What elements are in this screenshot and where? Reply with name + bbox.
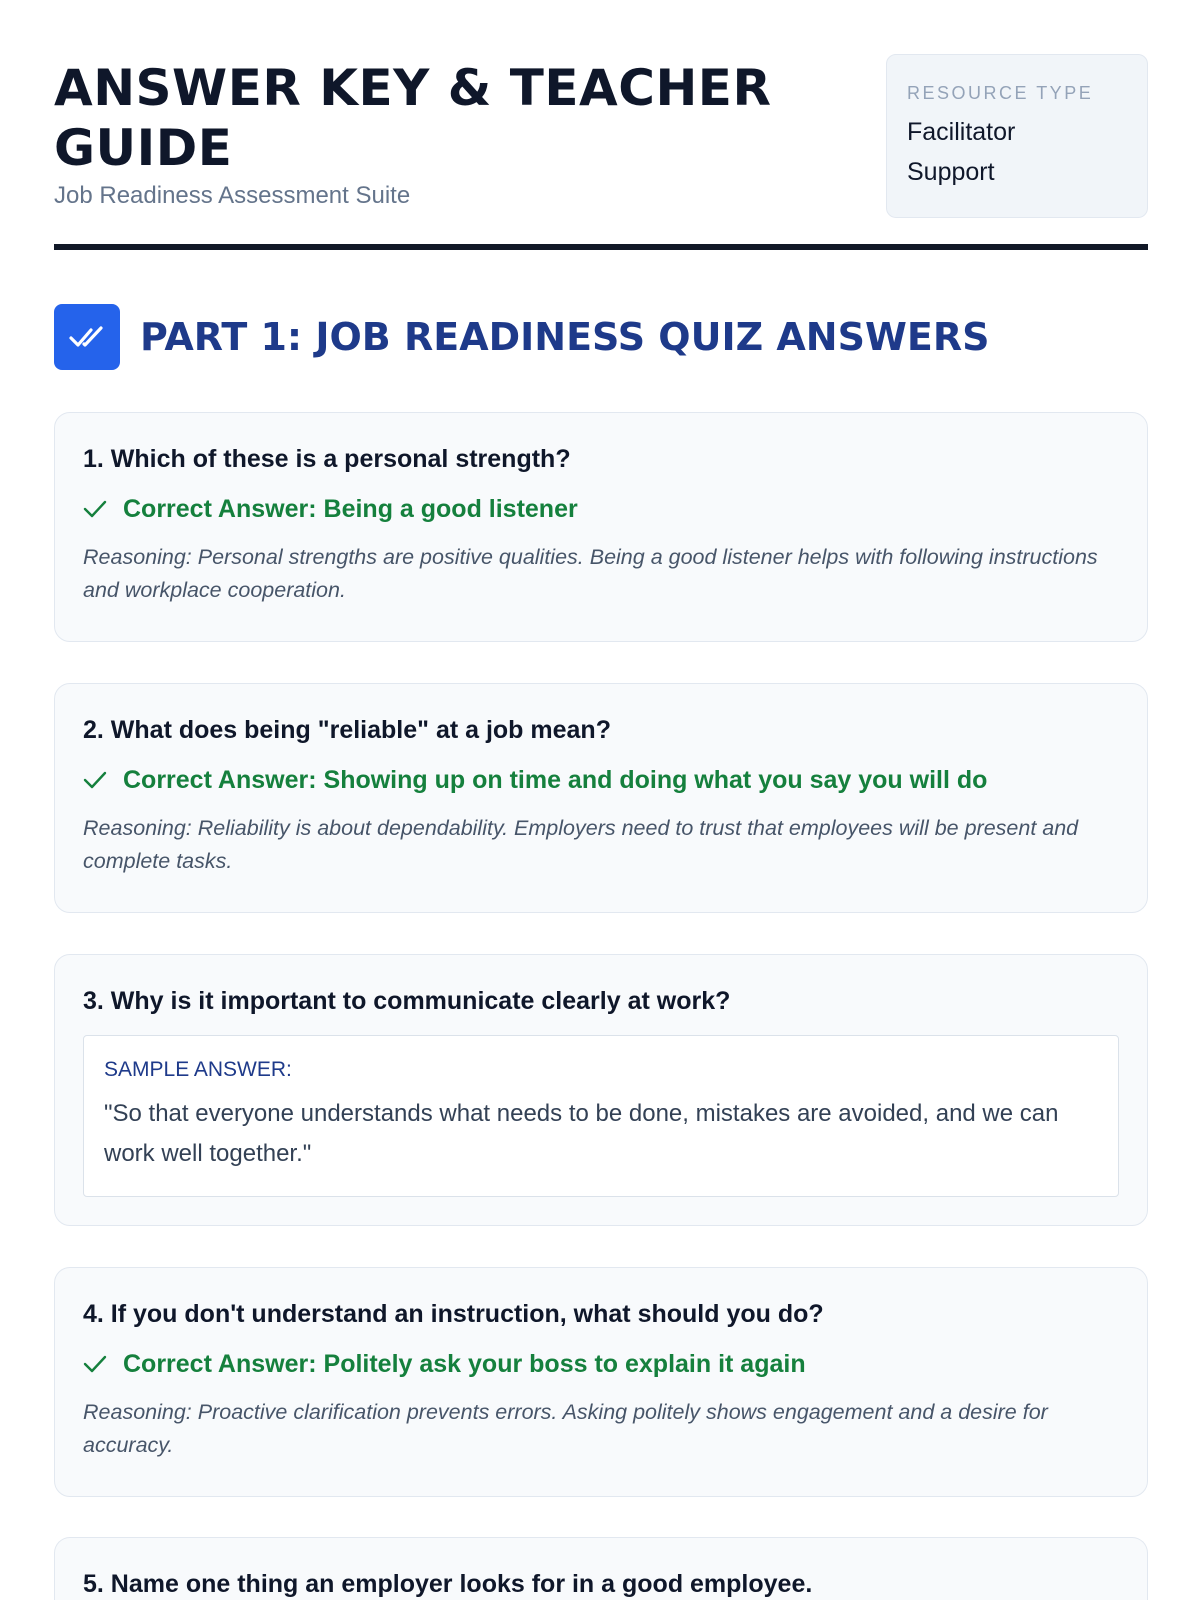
question-card (54, 1537, 1148, 1600)
correct-answer: Correct Answer: Being a good listener (123, 495, 578, 523)
question-text: 2. What does being "reliable" at a job mean? (83, 716, 611, 744)
page-title: ANSWER KEY & TEACHER GUIDE (54, 59, 772, 177)
check-icon (83, 770, 107, 790)
page-header (54, 54, 1148, 250)
question-card (54, 954, 1148, 1226)
sample-answer-label: SAMPLE ANSWER: (104, 1058, 292, 1081)
sample-answer-text: "So that everyone understands what needs to be done, mistakes are avoided, and we can work well together." (104, 1100, 1059, 1167)
resource-type-label: RESOURCE TYPE (907, 83, 1094, 103)
double-check-icon (54, 304, 120, 370)
sample-answer-box (83, 1035, 1119, 1197)
check-icon (83, 499, 107, 519)
section-title: PART 1: JOB READINESS QUIZ ANSWERS (140, 315, 990, 359)
question-card (54, 683, 1148, 913)
question-text: 1. Which of these is a personal strength? (83, 445, 571, 473)
answer-reasoning: Reasoning: Proactive clarification prevents errors. Asking politely shows engagement and a desire for accuracy. (83, 1400, 1048, 1457)
question-card (54, 412, 1148, 642)
question-card (54, 1267, 1148, 1497)
correct-answer: Correct Answer: Politely ask your boss to explain it again (123, 1350, 806, 1378)
correct-answer: Correct Answer: Showing up on time and doing what you say you will do (123, 766, 988, 794)
resource-type-value: Facilitator Support (907, 118, 1016, 186)
correct-answer-row (83, 493, 1119, 525)
correct-answer-row (83, 1348, 1119, 1380)
section-heading (54, 304, 1148, 370)
question-text: 4. If you don't understand an instruction, what should you do? (83, 1300, 824, 1328)
correct-answer-row (83, 764, 1119, 796)
page-subtitle: Job Readiness Assessment Suite (54, 182, 411, 209)
question-text: 3. Why is it important to communicate clearly at work? (83, 987, 731, 1015)
answer-reasoning: Reasoning: Personal strengths are positive qualities. Being a good listener helps with following instructions and workplace cooperation. (83, 545, 1098, 602)
answer-reasoning: Reasoning: Reliability is about dependability. Employers need to trust that employees will be present and complete tasks. (83, 816, 1079, 873)
question-text: 5. Name one thing an employer looks for in a good employee. (83, 1570, 813, 1598)
header-divider (54, 244, 1148, 250)
resource-type-box (886, 54, 1148, 218)
check-icon (83, 1354, 107, 1374)
